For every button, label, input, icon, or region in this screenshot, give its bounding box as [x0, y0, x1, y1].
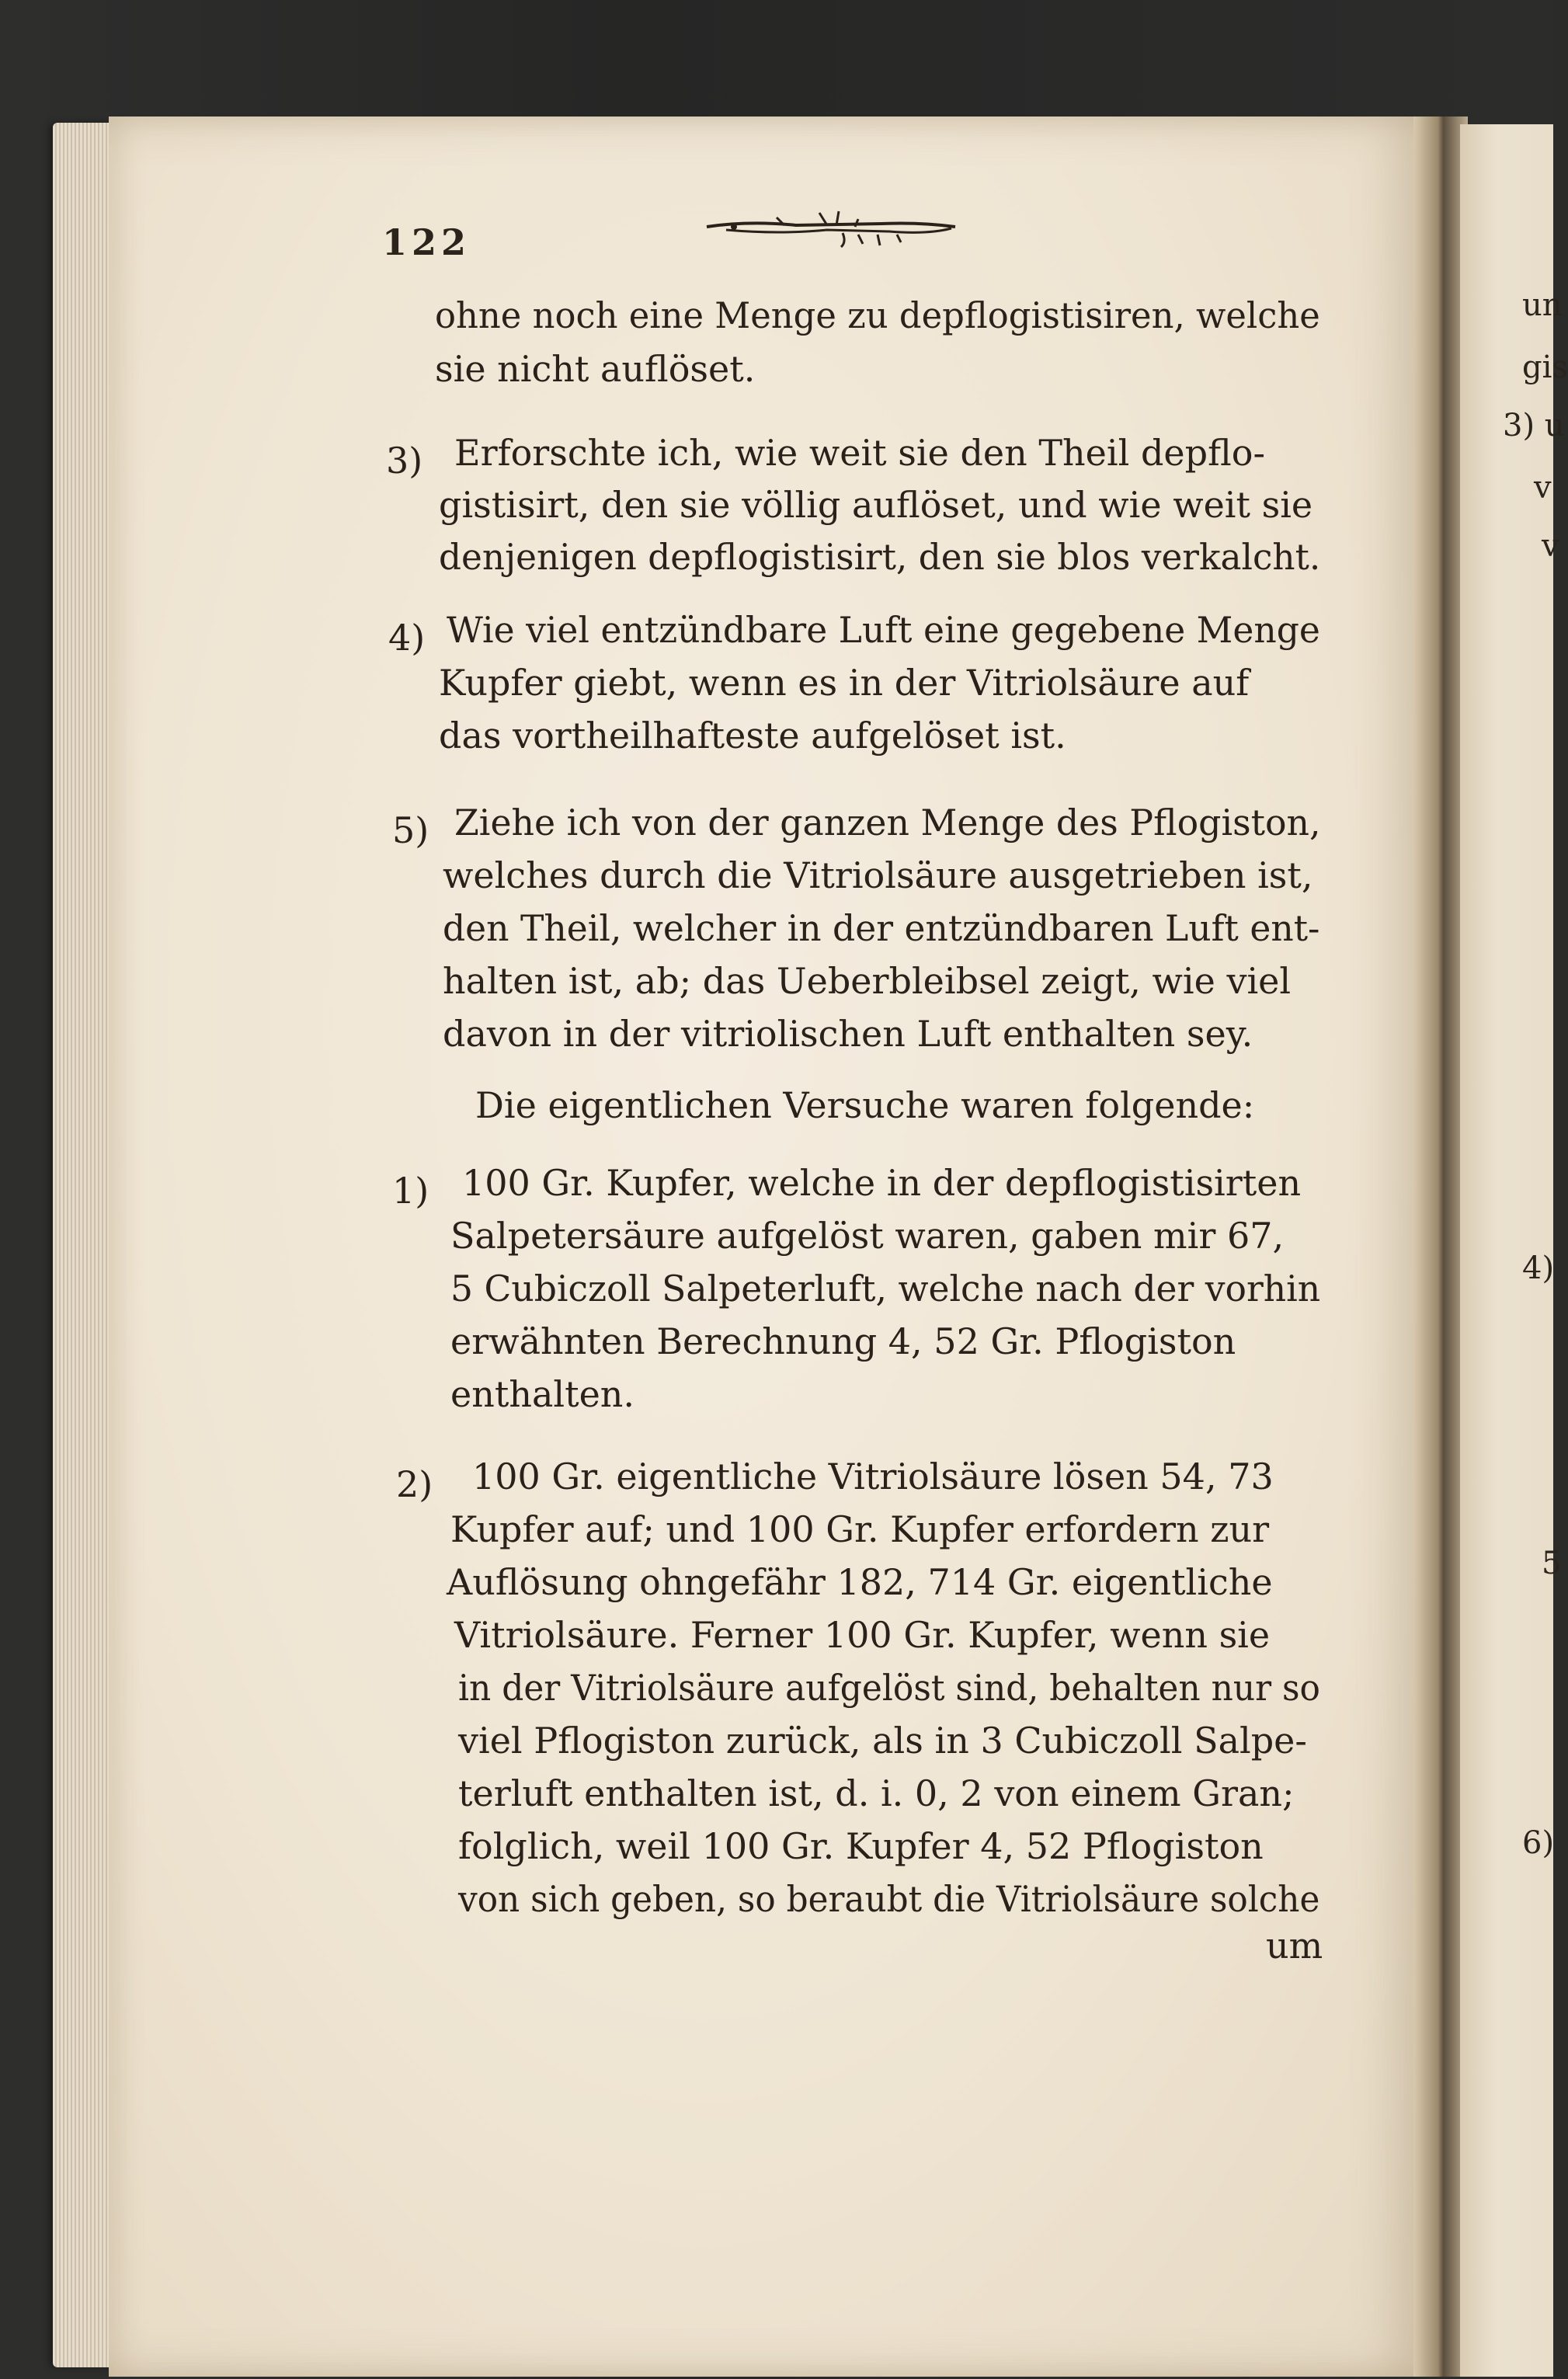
text-line: das vortheilhafteste aufgelöset ist.	[439, 715, 1066, 756]
list-number: 1)	[392, 1170, 429, 1212]
text-line: in der Vitriolsäure aufgelöst sind, behalten nur so	[458, 1667, 1320, 1709]
text-line: denjenigen depflogistisirt, den sie blos verkalcht.	[439, 536, 1321, 578]
list-number: 3)	[386, 440, 423, 482]
text-line: viel Pflogiston zurück, als in 3 Cubiczoll Salpe-	[458, 1720, 1307, 1762]
text-line: Salpetersäure aufgelöst waren, gaben mir 67,	[450, 1215, 1285, 1257]
text-line: erwähnten Berechnung 4, 52 Gr. Pflogiston	[450, 1320, 1236, 1362]
text-line: Wie viel entzündbare Luft eine gegebene Menge	[447, 609, 1320, 651]
next-page-fragment: 5	[1542, 1546, 1562, 1581]
text-line: 100 Gr. Kupfer, welche in der depflogistisirten	[462, 1162, 1302, 1204]
text-line: Kupfer auf; und 100 Gr. Kupfer erfordern zur	[450, 1508, 1270, 1550]
next-page-fragment: gis	[1522, 350, 1568, 385]
text-line: 100 Gr. eigentliche Vitriolsäure lösen 54, 73	[472, 1456, 1274, 1497]
next-page-fragment: 3) u	[1503, 408, 1565, 443]
text-line: Erforschte ich, wie weit sie den Theil depflo-	[454, 432, 1265, 474]
next-page-fragment: un	[1522, 287, 1563, 323]
text-line: sie nicht auflöset.	[435, 348, 756, 390]
text-line: Ziehe ich von der ganzen Menge des Pflogiston,	[454, 802, 1321, 843]
text-line: halten ist, ab; das Ueberbleibsel zeigt, wie viel	[443, 960, 1292, 1002]
next-page-fragment: 6)	[1522, 1825, 1555, 1861]
next-page-fragment: v	[1534, 470, 1552, 506]
text-line: von sich geben, so beraubt die Vitriolsäure solche	[458, 1878, 1320, 1920]
text-line: terluft enthalten ist, d. i. 0, 2 von einem Gran;	[458, 1772, 1295, 1814]
text-line: gistisirt, den sie völlig auflöset, und wie weit sie	[439, 484, 1313, 526]
ornament-icon	[703, 203, 959, 250]
list-number: 5)	[392, 809, 429, 851]
section-heading: Die eigentlichen Versuche waren folgende:	[475, 1084, 1255, 1126]
page-number: 122	[382, 221, 471, 263]
list-number: 4)	[388, 617, 426, 659]
next-page-fragment: 4)	[1522, 1250, 1555, 1286]
text-line: folglich, weil 100 Gr. Kupfer 4, 52 Pflogiston	[458, 1825, 1264, 1867]
text-line: den Theil, welcher in der entzündbaren Luft ent-	[443, 907, 1320, 949]
text-line: Auflösung ohngefähr 182, 714 Gr. eigentliche	[447, 1561, 1273, 1603]
text-line: 5 Cubiczoll Salpeterluft, welche nach der vorhin	[450, 1268, 1321, 1309]
catchword: um	[1266, 1925, 1323, 1967]
text-line: davon in der vitriolischen Luft enthalten sey.	[443, 1013, 1253, 1055]
text-line: welches durch die Vitriolsäure ausgetrieben ist,	[443, 854, 1313, 896]
text-line: Kupfer giebt, wenn es in der Vitriolsäure auf	[439, 662, 1250, 704]
list-number: 2)	[396, 1463, 433, 1505]
text-line: ohne noch eine Menge zu depflogistisiren, welche	[435, 294, 1320, 336]
text-line: enthalten.	[450, 1373, 635, 1415]
text-line: Vitriolsäure. Ferner 100 Gr. Kupfer, wenn sie	[454, 1614, 1271, 1656]
next-page-fragment: v	[1542, 528, 1559, 564]
